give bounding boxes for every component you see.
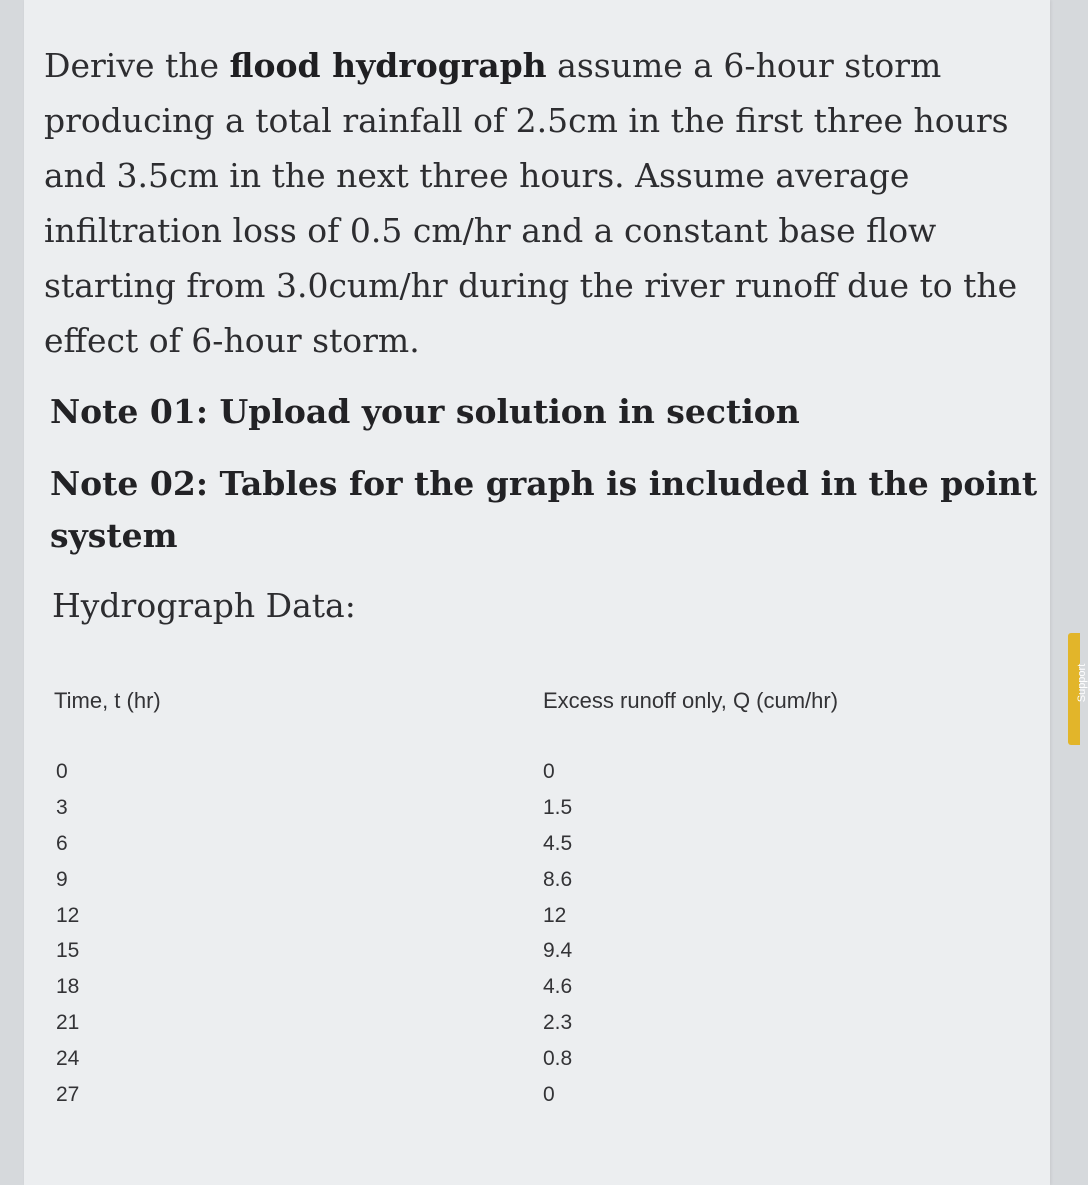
question-bold-term: flood hydrograph bbox=[229, 46, 547, 85]
runoff-value: 0 bbox=[543, 1083, 555, 1107]
time-value: 15 bbox=[56, 939, 80, 963]
hydrograph-heading: Hydrograph Data: bbox=[52, 586, 356, 625]
time-value: 6 bbox=[56, 831, 68, 855]
runoff-value: 4.5 bbox=[543, 831, 573, 855]
time-value: 21 bbox=[56, 1011, 80, 1035]
runoff-column-header: Excess runoff only, Q (cum/hr) bbox=[543, 688, 839, 713]
time-value: 12 bbox=[56, 903, 80, 927]
time-column-header: Time, t (hr) bbox=[54, 688, 161, 713]
support-tab-label: Support bbox=[1076, 663, 1088, 703]
time-value: 27 bbox=[56, 1083, 80, 1107]
time-value: 9 bbox=[56, 867, 68, 891]
time-value: 18 bbox=[56, 975, 80, 999]
runoff-value: 0 bbox=[543, 760, 555, 783]
runoff-value: 4.6 bbox=[543, 975, 573, 999]
note-02: Note 02: Tables for the graph is included in the point system bbox=[50, 464, 1038, 555]
runoff-value: 12 bbox=[543, 903, 567, 927]
time-value: 0 bbox=[56, 760, 68, 783]
question-card bbox=[24, 0, 1050, 1185]
question-text-part2: assume a 6-hour storm producing a total rainfall of 2.5cm in the first three hours and 3.5cm in the next three hours. Assume average infiltration loss of 0.5 cm/hr and a constant base flow starting from 3.0cum/hr during the river runoff due to the effect of 6-hour storm. bbox=[44, 46, 1018, 360]
support-tab[interactable] bbox=[1068, 633, 1088, 745]
runoff-value: 8.6 bbox=[543, 867, 573, 891]
runoff-value: 1.5 bbox=[543, 795, 573, 819]
time-value: 3 bbox=[56, 795, 68, 819]
question-text bbox=[44, 38, 1044, 368]
runoff-value: 9.4 bbox=[543, 939, 573, 963]
runoff-column-values bbox=[543, 754, 572, 1113]
runoff-value: 2.3 bbox=[543, 1011, 573, 1035]
note-01: Note 01: Upload your solution in section bbox=[50, 392, 800, 431]
runoff-value: 0.8 bbox=[543, 1047, 573, 1071]
time-column-values bbox=[56, 754, 79, 1113]
time-value: 24 bbox=[56, 1047, 80, 1071]
question-text-part1: Derive the bbox=[44, 46, 230, 85]
